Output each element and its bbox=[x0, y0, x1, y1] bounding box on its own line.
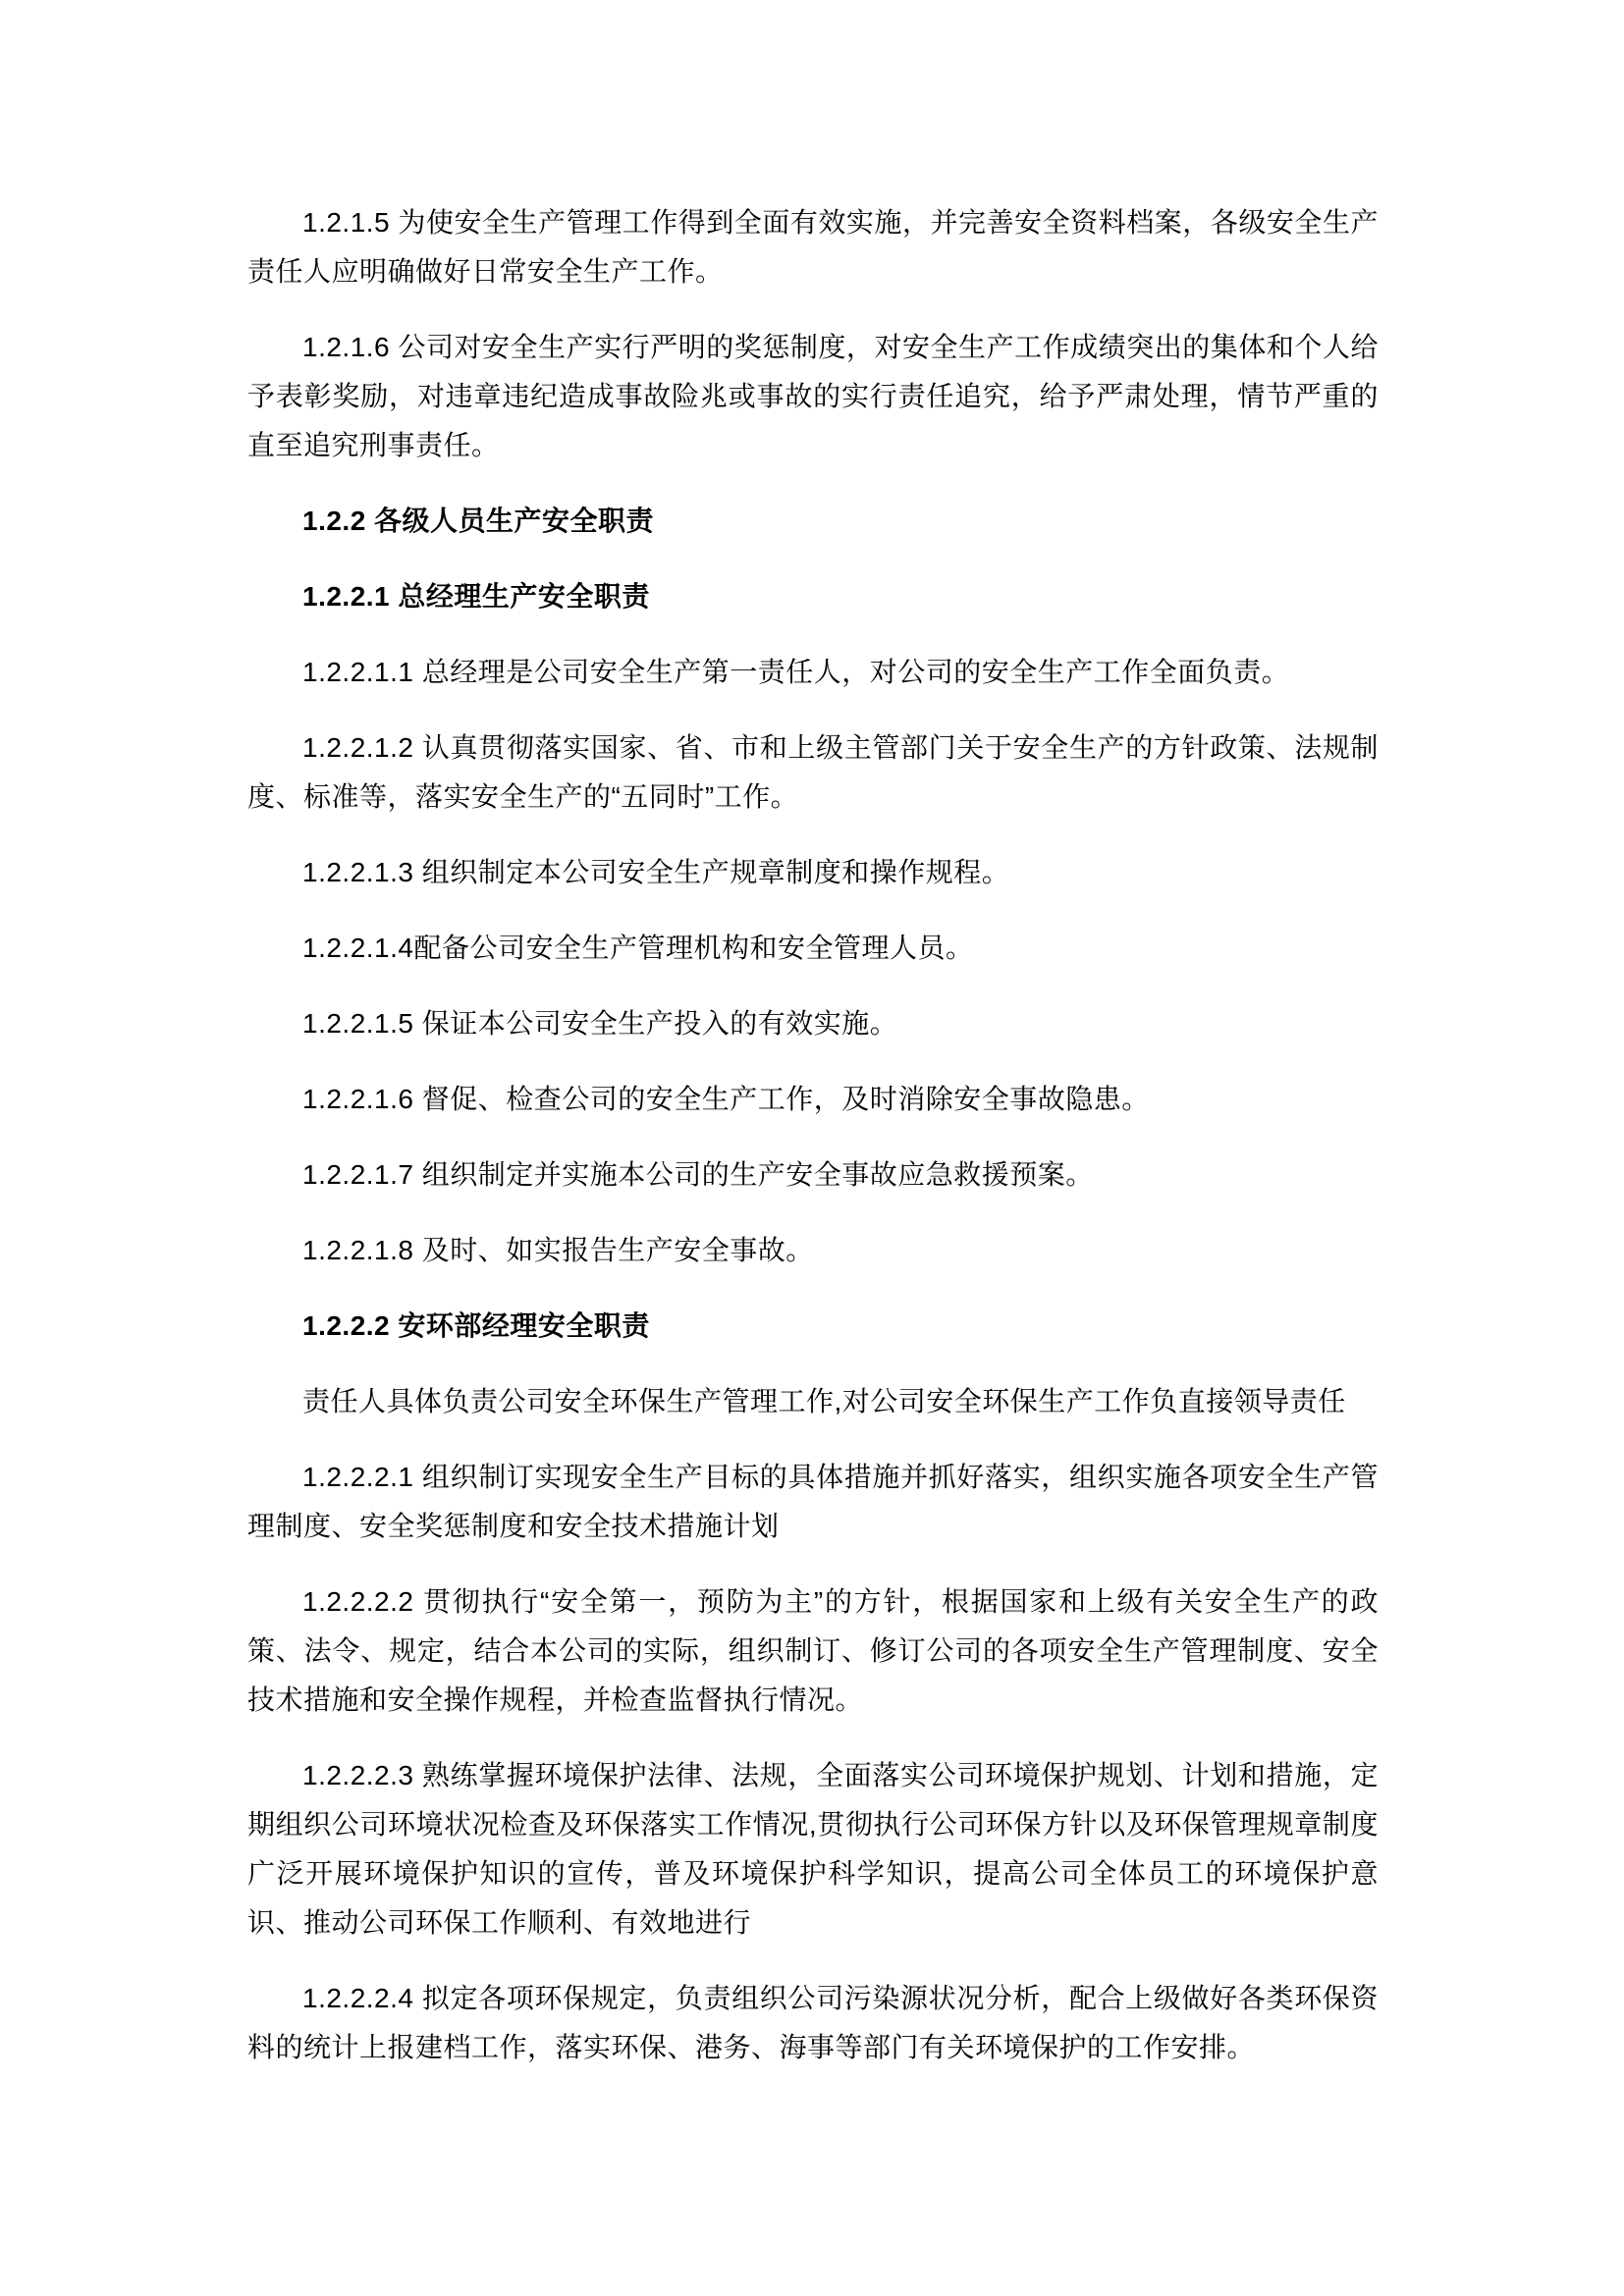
clause-1-2-2-1-2: 1.2.2.1.2 认真贯彻落实国家、省、市和上级主管部门关于安全生产的方针政策、法规制度、标准等，落实安全生产的“五同时”工作。 bbox=[247, 732, 1379, 812]
clause-1-2-2-1-6: 1.2.2.1.6 督促、检查公司的安全生产工作，及时消除安全事故隐患。 bbox=[302, 1084, 1150, 1114]
clause-1-2-2-1-1: 1.2.2.1.1 总经理是公司安全生产第一责任人，对公司的安全生产工作全面负责。 bbox=[302, 657, 1290, 687]
clause-1-2-1-6: 1.2.1.6 公司对安全生产实行严明的奖惩制度，对安全生产工作成绩突出的集体和个人给予表彰奖励，对违章违纪造成事故险兆或事故的实行责任追究，给予严肃处理，情节严重的直至追究刑事责任。 bbox=[247, 332, 1379, 460]
clause-1-2-1-5: 1.2.1.5 为使安全生产管理工作得到全面有效实施，并完善安全资料档案，各级安全生产责任人应明确做好日常安全生产工作。 bbox=[247, 207, 1379, 287]
clause-1-2-2-1-7: 1.2.2.1.7 组织制定并实施本公司的生产安全事故应急救援预案。 bbox=[302, 1159, 1094, 1190]
clause-1-2-2-2-4: 1.2.2.2.4 拟定各项环保规定，负责组织公司污染源状况分析，配合上级做好各类环保资料的统计上报建档工作，落实环保、港务、海事等部门有关环境保护的工作安排。 bbox=[247, 1983, 1379, 2062]
section-heading-1-2-2-1: 1.2.2.1 总经理生产安全职责 bbox=[302, 581, 650, 612]
clause-1-2-2-2-3: 1.2.2.2.3 熟练掌握环境保护法律、法规，全面落实公司环境保护规划、计划和措施，定期组织公司环境状况检查及环保落实工作情况,贯彻执行公司环保方针以及环保管理规章制度广泛开展环境保护知识的宣传，普及环境保护科学知识，提高公司全体员工的环境保护意识、推动公司环保工作顺利、有效地进行 bbox=[247, 1760, 1379, 1938]
clause-1-2-2-2-1: 1.2.2.2.1 组织制订实现安全生产目标的具体措施并抓好落实，组织实施各项安全生产管理制度、安全奖惩制度和安全技术措施计划 bbox=[247, 1462, 1379, 1541]
clause-1-2-2-1-5: 1.2.2.1.5 保证本公司安全生产投入的有效实施。 bbox=[302, 1008, 898, 1039]
clause-1-2-2-1-4: 1.2.2.1.4配备公司安全生产管理机构和安全管理人员。 bbox=[302, 933, 974, 963]
section-heading-1-2-2-2: 1.2.2.2 安环部经理安全职责 bbox=[302, 1310, 650, 1341]
clause-1-2-2-2-intro: 责任人具体负责公司安全环保生产管理工作,对公司安全环保生产工作负直接领导责任 bbox=[302, 1386, 1346, 1416]
clause-1-2-2-1-8: 1.2.2.1.8 及时、如实报告生产安全事故。 bbox=[302, 1235, 814, 1265]
clause-1-2-2-2-2: 1.2.2.2.2 贯彻执行“安全第一，预防为主”的方针，根据国家和上级有关安全生产的政策、法令、规定，结合本公司的实际，组织制订、修订公司的各项安全生产管理制度、安全技术措施和安全操作规程，并检查监督执行情况。 bbox=[247, 1586, 1379, 1715]
section-heading-1-2-2: 1.2.2 各级人员生产安全职责 bbox=[302, 506, 655, 536]
clause-1-2-2-1-3: 1.2.2.1.3 组织制定本公司安全生产规章制度和操作规程。 bbox=[302, 857, 1010, 887]
